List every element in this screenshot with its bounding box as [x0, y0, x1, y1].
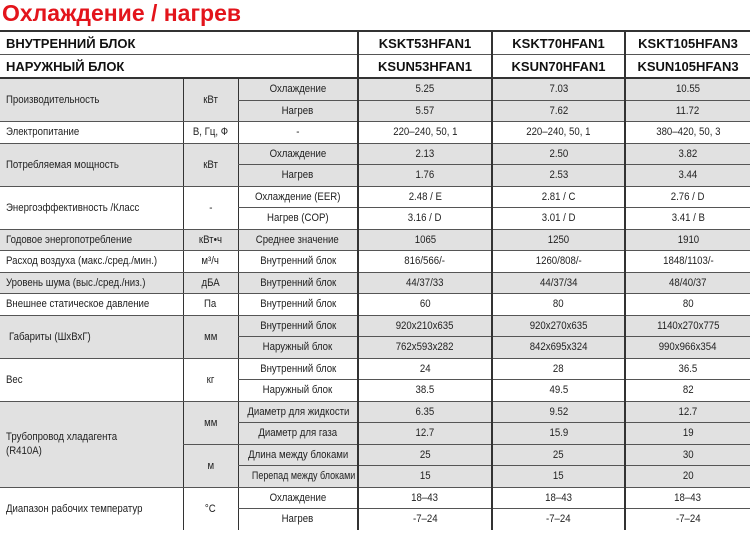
param-label: Габариты (ШхВхГ) [9, 330, 91, 343]
value-cell: 36.5 [678, 362, 698, 375]
temp-range-row [0, 487, 750, 509]
param-unit: м³/ч [201, 255, 220, 268]
value-cell: 15 [419, 470, 431, 483]
outdoor-model: KSUN53HFAN1 [358, 55, 492, 79]
param-label: Диапазон рабочих температур [6, 502, 143, 515]
param-mode: Длина между блоками [247, 448, 348, 461]
value-cell: 3.01 / D [541, 212, 576, 225]
param-unit: - [208, 201, 213, 214]
noise-row [0, 272, 750, 294]
indoor-model: KSKT105HFAN3 [625, 31, 750, 55]
param-label-sub: (R410A) [6, 445, 42, 457]
value-cell: 6.35 [415, 405, 435, 418]
outdoor-model-row [0, 55, 750, 79]
param-unit: кВт•ч [198, 233, 223, 246]
value-cell: 5.25 [415, 83, 435, 96]
value-cell: 48/40/37 [669, 276, 707, 289]
power-supply-row [0, 122, 750, 144]
param-unit: °C [205, 502, 216, 515]
value-cell: 762x593x282 [396, 341, 454, 354]
value-cell: 1848/1103/- [662, 255, 714, 268]
value-cell: 220–240, 50, 1 [526, 126, 591, 139]
param-mode: Охлаждение [269, 147, 327, 160]
outdoor-label: НАРУЖНЫЙ БЛОК [0, 55, 358, 79]
value-cell: 12.7 [678, 405, 698, 418]
annual-consumption-row [0, 229, 750, 251]
param-mode: Наружный блок [262, 341, 333, 354]
value-cell: 10.55 [675, 83, 701, 96]
param-label: Потребляемая мощность [6, 158, 119, 171]
param-label: Электропитание [6, 126, 80, 139]
value-cell: 920x210x635 [396, 319, 454, 332]
param-mode: Охлаждение (EER) [255, 190, 341, 203]
value-cell: 12.7 [415, 427, 435, 440]
value-cell: 990x966x354 [659, 341, 717, 354]
value-cell: 920x270x635 [529, 319, 588, 332]
value-cell: 3.44 [678, 169, 698, 182]
value-cell: 7.03 [549, 83, 568, 96]
outdoor-model: KSUN70HFAN1 [492, 55, 625, 79]
value-cell: 380–420, 50, 3 [655, 126, 721, 139]
value-cell: 20 [682, 470, 694, 483]
param-label: Вес [6, 373, 23, 386]
param-mode: Диаметр для жидкости [246, 405, 349, 418]
airflow-row [0, 251, 750, 273]
value-cell: 1910 [677, 233, 699, 246]
value-cell: 25 [419, 448, 431, 461]
param-label: Расход воздуха (макс./сред./мин.) [6, 255, 158, 268]
value-cell: -7–24 [546, 513, 571, 526]
value-cell: 1.76 [415, 169, 435, 182]
value-cell: 2.13 [415, 147, 435, 160]
param-unit: мм [203, 330, 218, 343]
param-mode: Внутренний блок [259, 319, 336, 332]
value-cell: -7–24 [412, 513, 438, 526]
value-cell: 5.57 [415, 104, 435, 117]
value-cell: 3.41 / B [671, 212, 705, 225]
param-unit: Па [204, 298, 217, 311]
value-cell: 18–43 [545, 491, 572, 504]
piping-row [0, 401, 750, 423]
indoor-model: KSKT53HFAN1 [358, 31, 492, 55]
value-cell: 220–240, 50, 1 [392, 126, 458, 139]
value-cell: 842x695x324 [529, 341, 588, 354]
param-unit: дБА [201, 276, 220, 289]
value-cell: 1065 [414, 233, 436, 246]
param-label: Уровень шума (выс./сред./низ.) [6, 276, 146, 289]
value-cell: 18–43 [674, 491, 702, 504]
param-mode: Внутренний блок [259, 362, 336, 375]
value-cell: 49.5 [549, 384, 568, 397]
param-mode: Охлаждение [269, 83, 327, 96]
value-cell: 80 [553, 298, 564, 311]
page-title: Охлаждение / нагрев [2, 0, 242, 26]
param-label: Производительность [6, 94, 100, 106]
value-cell: 25 [553, 448, 564, 461]
param-label: Годовое энергопотребление [6, 233, 133, 246]
param-label: Внешнее статическое давление [6, 298, 150, 311]
value-cell: 1260/808/- [535, 255, 582, 268]
value-cell: 28 [553, 362, 564, 375]
param-unit: кВт [203, 94, 218, 106]
value-cell: 18–43 [411, 491, 439, 504]
weight-row [0, 358, 750, 380]
value-cell: 60 [419, 298, 431, 311]
efficiency-row [0, 186, 750, 208]
value-cell: 82 [682, 384, 694, 397]
param-mode: Среднее значение [256, 233, 340, 246]
value-cell: 3.16 / D [408, 212, 442, 225]
value-cell: 2.48 / E [408, 190, 442, 203]
static-pressure-row [0, 294, 750, 316]
value-cell: 30 [682, 448, 694, 461]
value-cell: 15.9 [549, 427, 568, 440]
param-mode: Перепад между блоками [251, 470, 355, 483]
value-cell: 1140x270x775 [656, 319, 720, 332]
value-cell: 7.62 [549, 104, 568, 117]
param-label: Трубопровод хладагента [6, 431, 118, 443]
value-cell: 816/566/- [404, 255, 446, 268]
param-unit: кг [206, 373, 215, 386]
value-cell: 44/37/34 [539, 276, 578, 289]
value-cell: 19 [682, 427, 694, 440]
param-mode: Внутренний блок [259, 276, 336, 289]
value-cell: 2.76 / D [671, 190, 705, 203]
indoor-label: ВНУТРЕННИЙ БЛОК [0, 31, 358, 55]
value-cell: 11.72 [676, 104, 700, 117]
param-mode: Нагрев [281, 513, 314, 526]
specs-table [0, 30, 750, 530]
dimensions-row [0, 315, 750, 337]
param-mode: Внутренний блок [259, 255, 336, 268]
param-unit: м [207, 459, 214, 472]
value-cell: 24 [419, 362, 431, 375]
param-mode: Нагрев [281, 169, 314, 182]
indoor-model: KSKT70HFAN1 [492, 31, 625, 55]
param-mode: - [296, 126, 300, 139]
value-cell: 15 [553, 470, 564, 483]
indoor-model-row [0, 31, 750, 55]
value-cell: 3.82 [678, 147, 698, 160]
param-mode: Нагрев (COP) [266, 212, 329, 225]
param-unit: мм [203, 416, 218, 429]
param-unit: В, Гц, Ф [192, 126, 229, 139]
value-cell: 2.50 [549, 147, 568, 160]
param-mode: Охлаждение [269, 491, 327, 504]
param-label: Энергоэффективность /Класс [6, 201, 140, 214]
value-cell: 44/37/33 [406, 276, 444, 289]
outdoor-model: KSUN105HFAN3 [625, 55, 750, 79]
power-input-row [0, 143, 750, 165]
capacity-row [0, 78, 750, 100]
value-cell: 2.81 / C [541, 190, 576, 203]
param-mode: Нагрев [281, 104, 314, 117]
param-mode: Внутренний блок [259, 298, 336, 311]
value-cell: 9.52 [549, 405, 568, 418]
param-mode: Диаметр для газа [258, 427, 338, 440]
param-unit: кВт [203, 158, 218, 171]
value-cell: 1250 [547, 233, 570, 246]
param-mode: Наружный блок [262, 384, 333, 397]
value-cell: 2.53 [549, 169, 568, 182]
value-cell: 80 [682, 298, 694, 311]
value-cell: 38.5 [415, 384, 435, 397]
value-cell: -7–24 [675, 513, 701, 526]
